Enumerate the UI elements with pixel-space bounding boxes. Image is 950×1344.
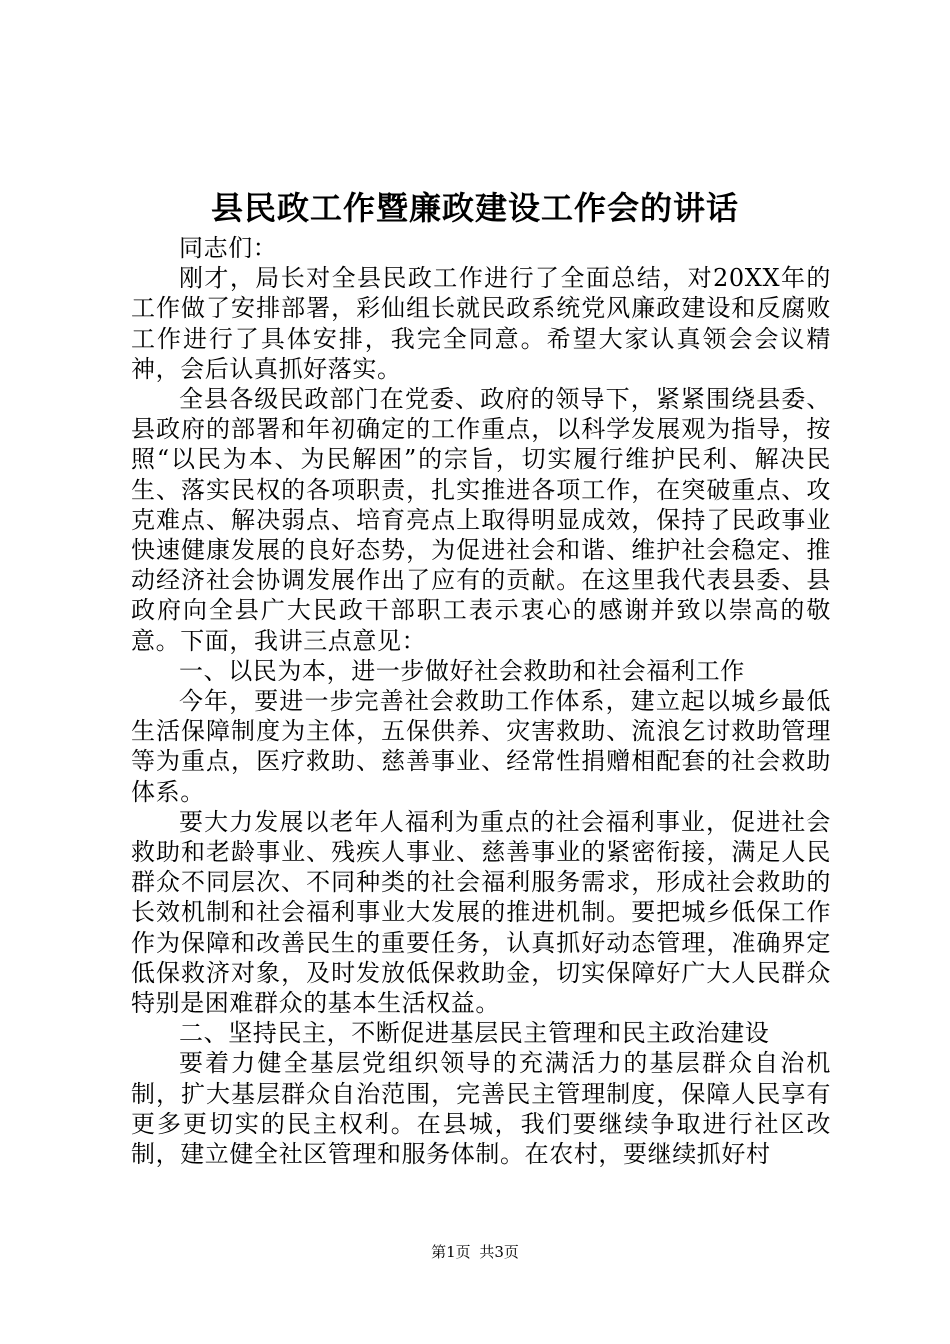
page-footer bbox=[0, 1242, 950, 1262]
section-heading-2: 二、坚持民主，不断促进基层民主管理和民主政治建设 bbox=[179, 1019, 770, 1048]
page-number: 第1页 bbox=[431, 1243, 471, 1261]
paragraph: 要大力发展以老年人福利为重点的社会福利事业，促进社会救助和老龄事业、残疾人事业、慈善事业的紧密衔接，满足人民群众不同层次、不同种类的社会福利服务需求，形成社会救助的长效机制和社会福利事业大发展的推进机制。要把城乡低保工作作为保障和改善民生的重要任务，认真抓好动态管理，准确界定低保救济对象，及时发放低保救助金，切实保障好广大人民群众特别是困难群众的基本生活权益。 bbox=[131, 807, 831, 1018]
paragraph: 今年，要进一步完善社会救助工作体系，建立起以城乡最低生活保障制度为主体，五保供养、灾害救助、流浪乞讨救助管理等为重点，医疗救助、慈善事业、经常性捐赠相配套的社会救助体系。 bbox=[131, 687, 831, 806]
paragraph-salutation: 同志们： bbox=[179, 234, 278, 262]
paragraph: 要着力健全基层党组织领导的充满活力的基层群众自治机制，扩大基层群众自治范围，完善民主管理制度，保障人民享有更多更切实的民主权利。在县城，我们要继续争取进行社区改制，建立健全社区管理和服务体制。在农村，要继续抓好村 bbox=[131, 1049, 831, 1169]
section-heading-1: 一、以民为本，进一步做好社会救助和社会福利工作 bbox=[179, 656, 745, 685]
document-body bbox=[131, 233, 831, 1169]
paragraph: 刚才，局长对全县民政工作进行了全面总结，对20XX年的工作做了安排部署，彩仙组长就民政系统党风廉政建设和反腐败工作进行了具体安排，我完全同意。希望大家认真领会会议精神，会后认真抓好落实。 bbox=[131, 264, 831, 383]
paragraph: 全县各级民政部门在党委、政府的领导下，紧紧围绕县委、县政府的部署和年初确定的工作重点，以科学发展观为指导，按照“以民为本、为民解困”的宗旨，切实履行维护民利、解决民生、落实民权的各项职责，扎实推进各项工作，在突破重点、攻克难点、解决弱点、培育亮点上取得明显成效，保持了民政事业快速健康发展的良好态势，为促进社会和谐、维护社会稳定、推动经济社会协调发展作出了应有的贡献。在这里我代表县委、县政府向全县广大民政干部职工表示衷心的感谢并致以崇高的敬意。下面，我讲三点意见： bbox=[131, 385, 831, 655]
page-total: 共3页 bbox=[479, 1243, 519, 1261]
document-title: 县民政工作暨廉政建设工作会的讲话 bbox=[210, 189, 739, 227]
